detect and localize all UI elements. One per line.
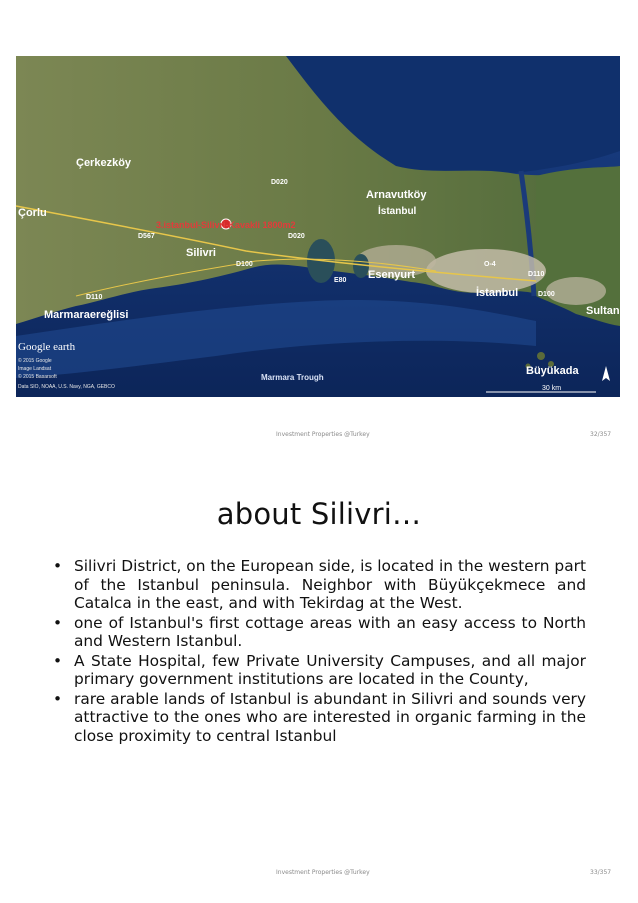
island	[537, 352, 545, 360]
map-label-buyukada: Büyükada	[526, 365, 579, 377]
attribution-line: © 2015 Basarsoft	[18, 374, 57, 380]
road-label: D110	[528, 271, 545, 278]
bullet-text: rare arable lands of Istanbul is abundant in Silivri and sounds very attractive to the ones who are interested in organic farming in the close proximity to central Istanbul	[74, 689, 586, 745]
road-label: D567	[138, 233, 155, 240]
bullet-list	[53, 557, 586, 746]
map-label-esenyurt: Esenyurt	[368, 269, 416, 281]
bullet-item	[53, 557, 586, 613]
road-label: D020	[288, 233, 305, 240]
bullet-dot-icon: •	[53, 557, 63, 575]
road-label: D100	[236, 261, 253, 268]
map-label-istanbul: İstanbul	[476, 287, 519, 299]
map-label-corlu: Çorlu	[18, 207, 47, 219]
footer-page-number: 32/357	[590, 431, 612, 438]
road-label: D020	[271, 179, 288, 186]
map-label-marmaraereglisi: Marmaraereğlisi	[44, 309, 129, 321]
footer-source: Investment Properties @Turkey	[276, 431, 370, 438]
road-label: E80	[334, 277, 347, 284]
anatolian-urban-area	[546, 277, 606, 305]
road-label: O-4	[484, 261, 496, 268]
bullet-dot-icon: •	[53, 689, 63, 708]
road-label: D110	[86, 294, 103, 301]
map-label-arnavutkoy: Arnavutköy	[366, 189, 427, 201]
bullet-item	[53, 652, 586, 689]
road-label: D100	[538, 291, 555, 298]
bullet-text: A State Hospital, few Private University Campuses, and all major primary government institutions are located in the County,	[74, 651, 586, 688]
bullet-text: Silivri District, on the European side, is located in the western part of the Istanbul peninsula. Neighbor with Büyükçekmece and Catalca in the east, and with Tekirdag at the West.	[74, 557, 586, 612]
attribution-line: Data SIO, NOAA, U.S. Navy, NGA, GEBCO	[18, 384, 115, 390]
slide-title: about Silivri…	[216, 497, 422, 531]
bullet-item	[53, 690, 586, 746]
footer-page-number: 33/357	[590, 869, 612, 876]
map-label-sultanbeyli: Sultanb	[586, 305, 627, 317]
map-label-silivri: Silivri	[186, 247, 216, 259]
scale-label: 30 km	[542, 385, 562, 392]
attribution-line: Image Landsat	[18, 366, 52, 372]
bullet-item	[53, 614, 586, 651]
map-graphic	[16, 56, 627, 397]
bullet-text: one of Istanbul's first cottage areas with an easy access to North and Western Istanbul.	[74, 613, 586, 650]
map-marker-label: 3.istanbul-Silivri-Kavakli 1800m2	[156, 220, 296, 230]
google-earth-logo: Google earth	[18, 341, 76, 353]
footer-source: Investment Properties @Turkey	[276, 869, 370, 876]
map-label-istanbul-north: İstanbul	[378, 206, 417, 217]
attribution-line: © 2015 Google	[18, 358, 52, 364]
map-label-cerkezkoy: Çerkezköy	[76, 157, 132, 169]
bullet-dot-icon: •	[53, 651, 63, 670]
satellite-map	[16, 56, 627, 397]
map-label-marmara-trough: Marmara Trough	[261, 373, 324, 382]
bullet-dot-icon: •	[53, 613, 63, 632]
